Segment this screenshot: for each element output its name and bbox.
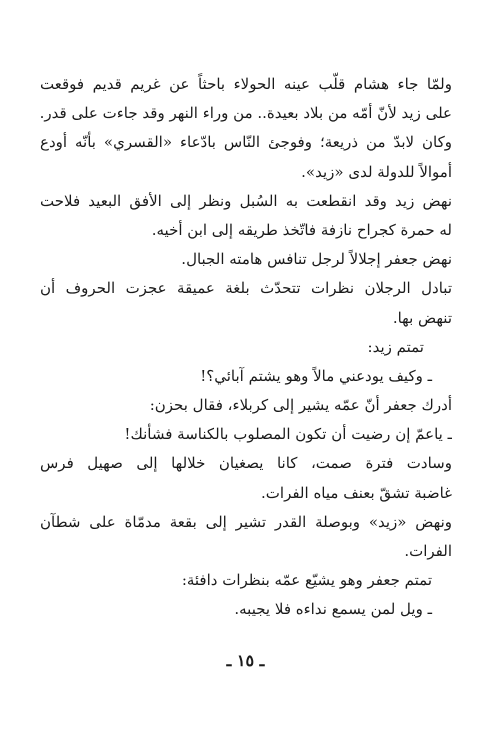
text-line: وكان لابدّ من ذريعة؛ وفوجئ النّاس بادّعاء «القسري» بأنّه أودع <box>40 133 452 152</box>
text-line: ونهض «زيد» وبوصلة القدر تشير إلى بقعة مدمّاة على شطآن <box>40 512 452 531</box>
text-line: على زيد لأنّ أمّه من بلاد بعيدة.. من وراء النهر وقد جاءت على قدر. <box>40 104 452 123</box>
text-line: تمتم زيد: <box>367 337 424 356</box>
text-line: الفرات. <box>404 542 452 560</box>
body-text <box>40 70 452 625</box>
text-line: تمتم جعفر وهو يشيّع عمّه بنظرات دافئة: <box>181 571 432 590</box>
text-line: نهض زيد وقد انقطعت به السُبل ونظر إلى الأفق البعيد فلاحت <box>40 191 452 210</box>
text-line: ـ ياعمّ إن رضيت أن تكون المصلوب بالكناسة فشأنك! <box>124 425 452 444</box>
text-line: غاضبة تشقّ بعنف مياه الفرات. <box>261 483 452 502</box>
text-line: أدرك جعفر أنّ عمّه يشير إلى كربلاء، فقال بحزن: <box>149 396 452 415</box>
text-line: ولمّا جاء هشام قلّب عينه الحولاء باحثاً عن غريم قديم فوقعت <box>40 75 452 93</box>
text-line: له حمرة كجراح نازفة فاتّخذ طريقه إلى ابن أخيه. <box>151 220 452 239</box>
text-line: أموالاً للدولة لدى «زيد». <box>301 162 452 181</box>
text-line: تبادل الرجلان نظرات تتحدّث بلغة عميقة عجزت الحروف أن <box>40 279 452 298</box>
text-line: تنهض بها. <box>392 308 452 327</box>
text-line: ـ ويل لمن يسمع نداءه فلا يجيبه. <box>234 600 432 619</box>
text-line: وسادت فترة صمت، كانا يصغيان خلالها إلى صهيل فرس <box>40 454 452 473</box>
text-line: ـ وكيف يودعني مالاً وهو يشتم آبائي؟! <box>200 366 432 385</box>
text-line: نهض جعفر إجلالاً لرجل تنافس هامته الجبال. <box>181 250 452 269</box>
page-number: ـ ١٥ ـ <box>226 651 265 670</box>
